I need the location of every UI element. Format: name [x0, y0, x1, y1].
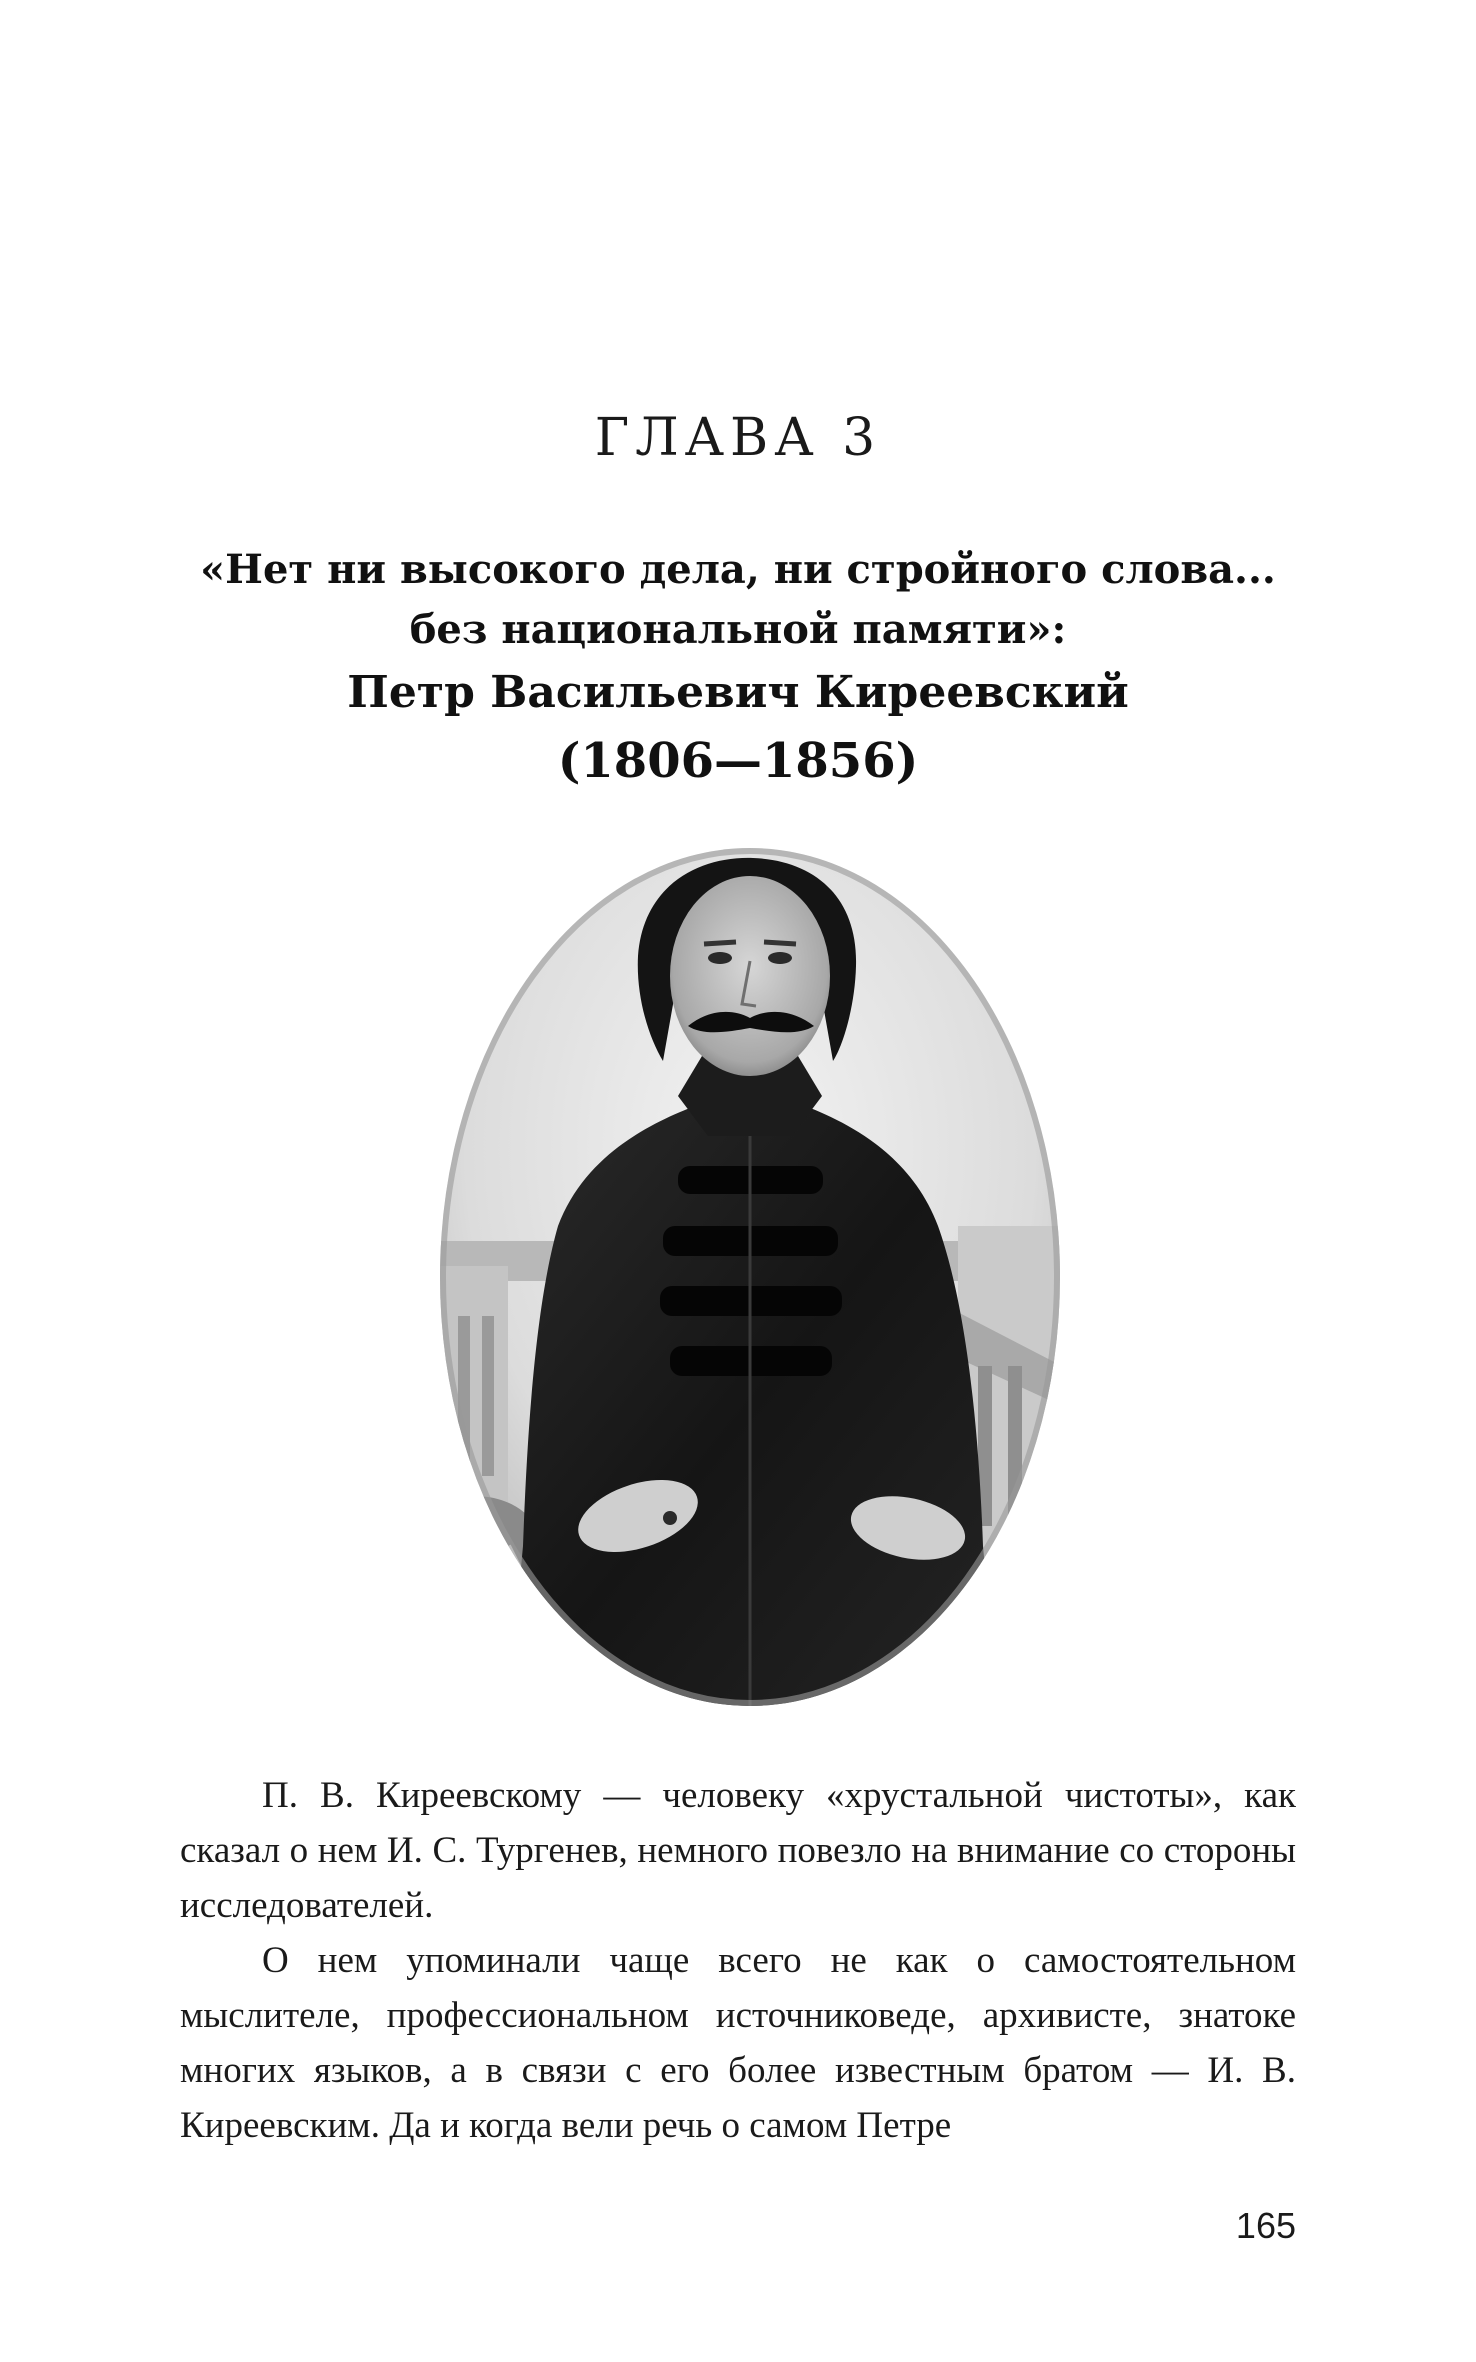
chapter-title-line-1: «Нет ни высокого дела, ни стройного слова... [200, 546, 1276, 593]
chapter-title-years: (1806—1856) [557, 733, 919, 789]
chapter-title-line-2: без национальной памяти»: [409, 606, 1067, 653]
paragraph-2: О нем упоминали чаще всего не как о самостоятельном мыслителе, профессиональном источниковеде, архивисте, знатоке многих языков, а в связи с его более известным братом — И. В. Киреевским. Да и когда вели речь о самом Петре [180, 1940, 1296, 2146]
body-text [180, 1768, 1296, 2153]
page-number: 165 [1235, 2205, 1296, 2246]
paragraph-1: П. В. Киреевскому — человеку «хрустальной чистоты», как сказал о нем И. С. Тургенев, немного повезло на внимание со стороны исследователей. [180, 1775, 1296, 1926]
oval-portrait-photo-icon [438, 846, 1062, 1708]
chapter-title [180, 540, 1296, 796]
chapter-title-line-3: Петр Васильевич Киреевский [347, 667, 1129, 718]
chapter-label: ГЛАВА 3 [594, 408, 882, 468]
portrait-photo [438, 846, 1062, 1708]
